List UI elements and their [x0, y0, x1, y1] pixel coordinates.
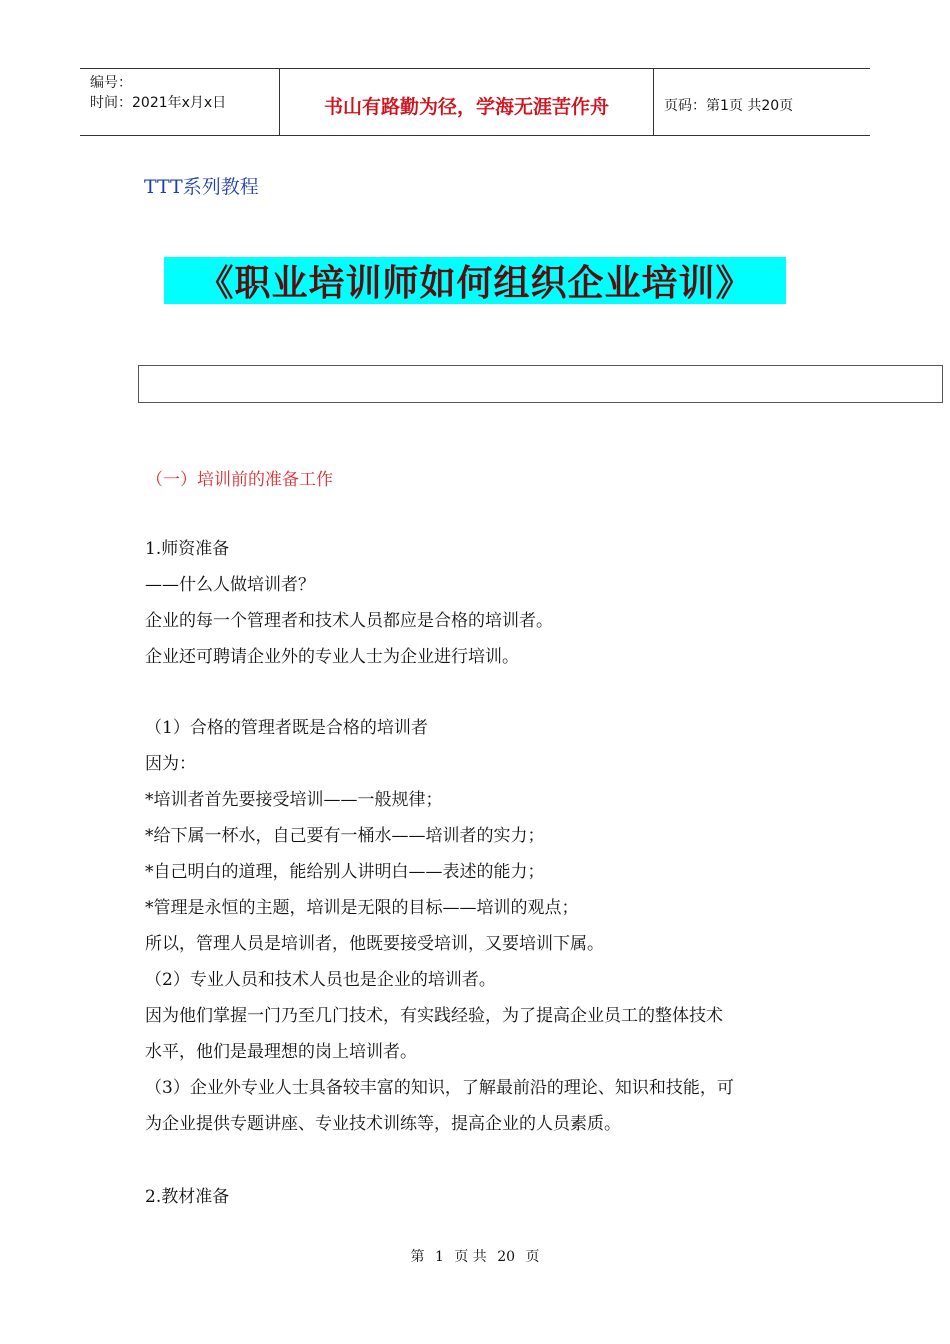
page-footer: [0, 1246, 950, 1266]
number-label: 编号：: [90, 75, 132, 91]
text-line: 所以，管理人员是培训者，他既要接受培训，又要培训下属。: [145, 934, 604, 954]
text-line: 为企业提供专题讲座、专业技术训练等，提高企业的人员素质。: [145, 1114, 621, 1134]
footer-page-number: 1: [434, 1249, 444, 1265]
title-highlight: [164, 257, 786, 304]
text-line: 企业还可聘请企业外的专业人士为企业进行培训。: [145, 647, 519, 667]
text-line: ——什么人做培训者？: [145, 575, 315, 595]
text-line: 企业的每一个管理者和技术人员都应是合格的培训者。: [145, 611, 553, 631]
page-header: [80, 68, 870, 136]
text-line: （3）企业外专业人士具备较丰富的知识，了解最前沿的理论、知识和技能，可: [145, 1078, 734, 1098]
header-meta: [80, 69, 280, 135]
header-page-info: 页码：第1页 共20页: [664, 98, 794, 114]
time-label: 时间：2021年x月x日: [90, 95, 227, 111]
text-line: （1）合格的管理者既是合格的培训者: [145, 718, 428, 738]
header-motto: 书山有路勤为径，学海无涯苦作舟: [280, 69, 654, 135]
text-line: 1.师资准备: [145, 539, 230, 559]
text-line: 因为他们掌握一门乃至几门技术，有实践经验，为了提高企业员工的整体技术: [145, 1006, 723, 1026]
text-line: *管理是永恒的主题，培训是无限的目标——培训的观点；: [145, 898, 579, 918]
empty-box: [138, 365, 943, 403]
footer-middle: 页 共: [454, 1249, 487, 1265]
document-title: 《职业培训师如何组织企业培训》: [197, 262, 753, 304]
paragraph-block-2: [145, 710, 825, 1142]
text-line: *自己明白的道理，能给别人讲明白——表述的能力；: [145, 862, 545, 882]
footer-suffix: 页: [525, 1249, 540, 1265]
text-line: 2.教材准备: [145, 1187, 230, 1207]
paragraph-block-3: [145, 1179, 825, 1215]
text-line: *培训者首先要接受培训——一般规律；: [145, 790, 443, 810]
text-line: *给下属一杯水，自己要有一桶水——培训者的实力；: [145, 826, 545, 846]
text-line: （2）专业人员和技术人员也是企业的培训者。: [145, 970, 496, 990]
section-heading: （一）培训前的准备工作: [146, 470, 333, 490]
series-label: TTT系列教程: [144, 176, 259, 198]
paragraph-block-1: [145, 531, 825, 675]
text-line: 水平，他们是最理想的岗上培训者。: [145, 1042, 417, 1062]
footer-prefix: 第: [410, 1249, 425, 1265]
text-line: 因为：: [145, 754, 196, 774]
footer-total-pages: 20: [497, 1249, 516, 1265]
